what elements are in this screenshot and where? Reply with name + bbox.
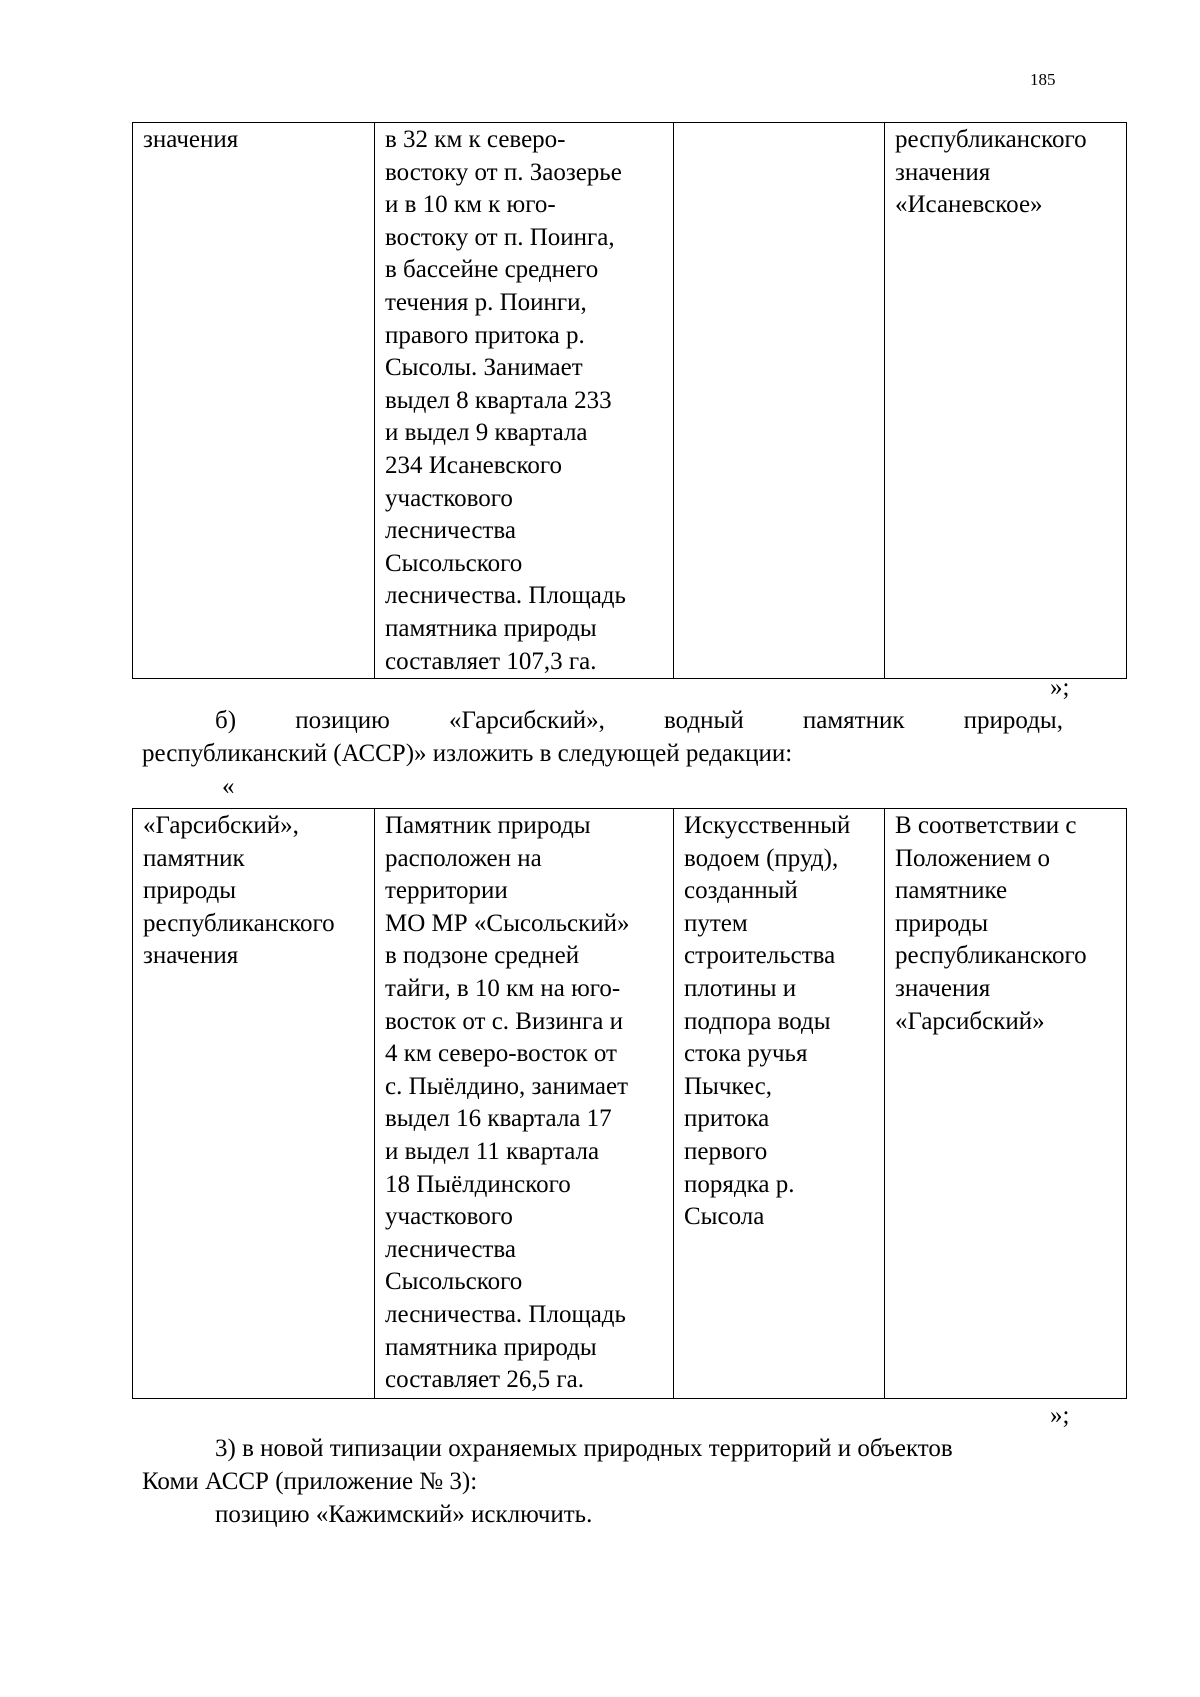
cell-line: и выдел 11 квартала [385,1137,600,1165]
cell-line: Памятник природы [385,812,591,839]
cell-line: МО МР «Сысольский» [385,909,630,937]
page-number: 185 [1030,70,1056,89]
table-cell-location [375,123,674,679]
cell-line: строительства [684,942,836,970]
table-cell-regime [885,809,1127,1399]
closing-quote: »; [1050,674,1070,701]
cell-line: природы [143,877,237,905]
cell-line: Сысольского [385,1268,523,1296]
cell-line: лесничества [385,517,516,545]
cell-line: республиканского [895,942,1087,970]
cell-line: В соответствии с [895,812,1077,839]
cell-line: участкового [385,484,513,512]
cell-line: в 32 км к северо- [385,126,566,153]
table-garsibsky [132,808,1127,1399]
cell-line: правого притока р. [385,321,585,349]
cell-line: памятнике [895,877,1008,905]
cell-line: расположен на [385,844,542,872]
cell-line: востоку от п. Заозерье [385,158,622,186]
cell-line: Сысолы. Занимает [385,354,583,382]
cell-line: значения [895,974,991,1002]
cell-line: тайги, в 10 км на юго- [385,974,621,1002]
table-row [133,809,1127,1399]
cell-line: Пычкес, [684,1072,773,1100]
cell-line: выдел 16 квартала 17 [385,1105,612,1133]
cell-line: памятника природы [385,614,597,642]
cell-line: созданный [684,877,798,905]
opening-quote: « [222,773,235,800]
cell-line: и в 10 км к юго- [385,191,556,219]
cell-line: востоку от п. Поинга, [385,223,615,251]
paragraph-word: «Гарсибский», [448,707,605,734]
paragraph-word: позицию [295,707,390,734]
table-cell-description [674,123,885,679]
cell-line: «Гарсибский», [143,812,299,839]
paragraph-3-line2: Коми АССР (приложение № 3): [142,1468,478,1495]
cell-line: лесничества [385,1235,516,1263]
cell-line: республиканского [143,909,335,937]
cell-line: значения [143,942,239,970]
cell-line: в бассейне среднего [385,256,599,284]
table-continuation [132,122,1127,679]
cell-line: плотины и [684,974,797,1002]
table-cell-name [133,123,375,679]
paragraph-word: памятник [802,707,905,734]
cell-line: в подзоне средней [385,942,580,970]
cell-line: выдел 8 квартала 233 [385,386,612,414]
cell-line: Сысольского [385,549,523,577]
cell-line: составляет 107,3 га. [385,647,597,675]
paragraph-b-line1 [215,705,1063,737]
cell-line: «Гарсибский» [895,1007,1045,1035]
cell-line: путем [684,909,748,937]
cell-line: лесничества. Площадь [385,1300,626,1328]
cell-line: водоем (пруд), [684,844,839,872]
paragraph-word: природы, [963,707,1063,734]
cell-line: течения р. Поинги, [385,288,587,316]
cell-line: территории [385,877,508,905]
cell-line: Положением о [895,844,1051,872]
cell-line: значения [143,126,239,153]
table-cell-description [674,809,885,1399]
cell-line: лесничества. Площадь [385,582,626,610]
cell-line: 18 Пыёлдинского [385,1170,571,1198]
paragraph-word: водный [664,707,744,734]
cell-line: и выдел 9 квартала [385,419,588,447]
table-row [133,123,1127,679]
paragraph-b-line2: республиканский (АССР)» изложить в следующей редакции: [142,740,793,767]
table-cell-location [375,809,674,1399]
closing-quote: »; [1050,1402,1070,1429]
paragraph-3-line1: 3) в новой типизации охраняемых природных территорий и объектов [215,1435,953,1462]
table-cell-name [133,809,375,1399]
cell-line: 4 км северо-восток от [385,1040,617,1068]
cell-line: «Исаневское» [895,191,1043,219]
cell-line: памятника природы [385,1333,597,1361]
cell-line: памятник [143,844,245,872]
cell-line: Сысола [684,1203,765,1231]
cell-line: восток от с. Визинга и [385,1007,623,1035]
cell-line: Искусственный [684,812,851,839]
cell-line: природы [895,909,989,937]
cell-line: значения [895,158,991,186]
table-cell-regime [885,123,1127,679]
cell-line: участкового [385,1203,513,1231]
cell-line: составляет 26,5 га. [385,1366,584,1394]
paragraph-3-line3: позицию «Кажимский» исключить. [215,1501,593,1528]
cell-line: первого [684,1137,768,1165]
cell-line: порядка р. [684,1170,795,1198]
cell-line: притока [684,1105,770,1133]
cell-line: республиканского [895,126,1087,153]
cell-line: с. Пыёлдино, занимает [385,1072,628,1100]
paragraph-word: б) [215,707,237,734]
cell-line: подпора воды [684,1007,831,1035]
cell-line: 234 Исаневского [385,451,563,479]
cell-line: стока ручья [684,1040,808,1068]
